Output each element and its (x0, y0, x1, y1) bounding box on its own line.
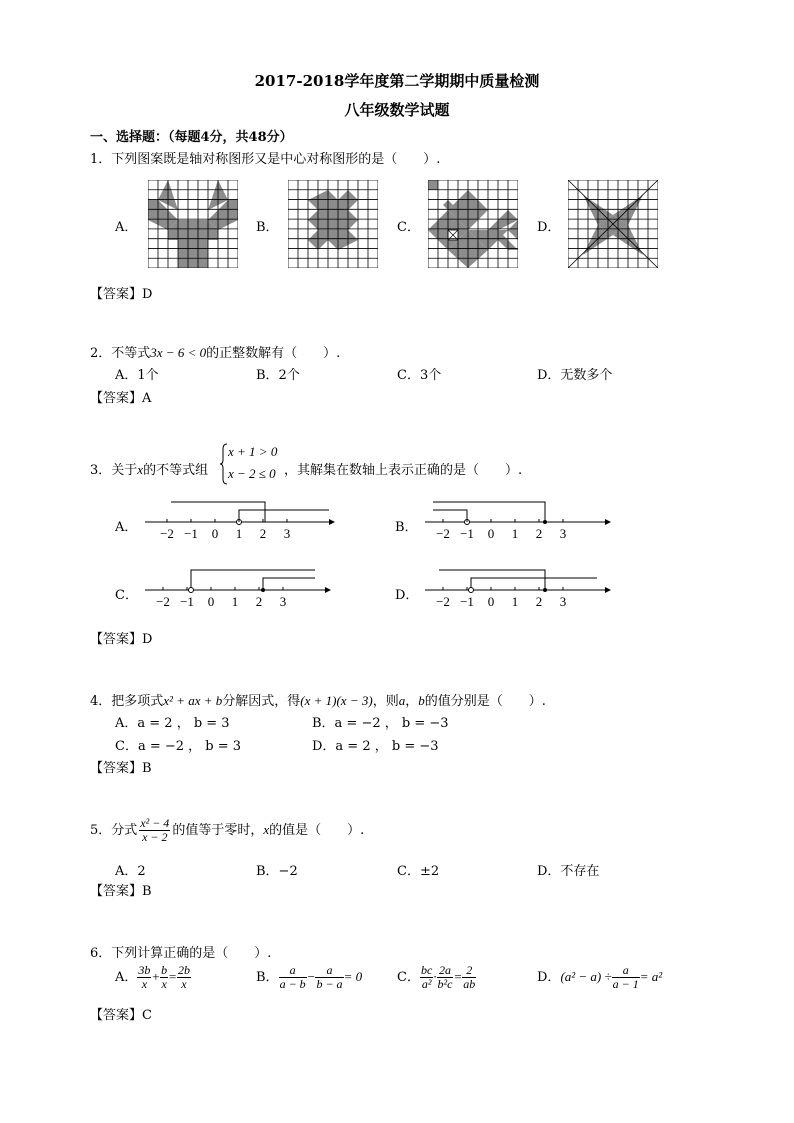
q1-figure-c (428, 180, 518, 268)
q1-answer: 【答案】D (90, 287, 153, 302)
tick-label: −2 (156, 594, 170, 609)
q4-stem: 4．把多项式x² + ax + b分解因式，得(x + 1)(x − 3)，则a，b的值分别是（ ）. (90, 693, 546, 709)
q4-option-d: D．a = 2 ， b = −3 (312, 739, 439, 754)
tick-label: 3 (559, 526, 567, 541)
q1-option-c: C． (397, 220, 420, 235)
tick-label: −1 (184, 526, 198, 541)
q3-number-line-a (145, 496, 335, 544)
q2-option-c: C．3个 (397, 368, 442, 383)
q3-option-d: D． (395, 588, 419, 603)
tick-label: 2 (535, 526, 543, 541)
exam-title: 2017-2018学年度第二学期期中质量检测 (254, 72, 540, 90)
q5-option-b: B．−2 (256, 864, 298, 879)
q4-option-c: C．a = −2 ， b = 3 (115, 739, 242, 754)
q2-answer: 【答案】A (90, 391, 152, 406)
tick-label: −2 (436, 526, 450, 541)
q1-stem: 1．下列图案既是轴对称图形又是中心对称图形的是（ ）. (90, 152, 441, 167)
q6-stem: 6．下列计算正确的是（ ）. (90, 946, 272, 961)
tick-label: 1 (511, 594, 519, 609)
q6-option-c: C． $\frac{bc}{\text{a²}}$ · $\frac{2a}{\text{b²c}}$ = $\frac{2}{ab}$ (397, 963, 476, 991)
q3-answer: 【答案】D (90, 632, 153, 647)
q3-option-b: B． (395, 520, 418, 535)
q3-inequality-1: x + 1 > 0 (228, 444, 278, 459)
q6-option-a: A． $\frac{3b}{x}$ + $\frac{b}{x}$ = $\frac{2b}{x}$ (115, 963, 190, 991)
q6-option-b: B． $\frac{a}{a - b}$ − $\frac{a}{b - a}$ = 0 (256, 963, 363, 991)
q2-option-a: A．1个 (115, 368, 159, 383)
q1-option-b: B． (256, 220, 279, 235)
q3-inequality-2: x − 2 ≤ 0 (228, 466, 276, 481)
tick-label: 0 (487, 526, 495, 541)
tick-label: 2 (259, 526, 267, 541)
tick-label: 3 (559, 594, 567, 609)
q4-option-b: B．a = −2 ， b = −3 (312, 716, 449, 731)
tick-label: 3 (283, 526, 291, 541)
q3-stem-suffix: ，其解集在数轴上表示正确的是（ ）. (284, 463, 523, 478)
q1-option-a: A． (115, 220, 138, 235)
q5-answer: 【答案】B (90, 884, 152, 899)
tick-label: 3 (279, 594, 287, 609)
q6-option-d: D．(a² − a) ÷ $\frac{a}{a - 1}$ = a² (537, 963, 663, 991)
q1-figure-a (148, 180, 238, 268)
q5-stem: 5．分式 $\frac{\text{x² − 4}}{x - 2}$ 的值等于零时，x的值是（ ）. (90, 816, 365, 844)
q3-brace (220, 443, 228, 485)
exam-subtitle: 八年级数学试题 (344, 101, 450, 119)
tick-label: −2 (436, 594, 450, 609)
tick-label: 0 (211, 526, 219, 541)
tick-label: −1 (460, 594, 474, 609)
q1-figure-d (568, 180, 658, 268)
q3-number-line-b (425, 496, 615, 544)
q3-option-a: A． (115, 520, 138, 535)
q1-figure-b (288, 180, 378, 268)
q2-stem: 2．不等式3x − 6 < 0的正整数解有（ ）. (90, 345, 341, 361)
q6-answer: 【答案】C (90, 1008, 152, 1023)
q5-option-d: D．不存在 (537, 864, 600, 879)
q4-option-a: A．a = 2 ， b = 3 (115, 716, 230, 731)
section-heading: 一、选择题：（每题4分，共48分） (90, 130, 293, 145)
tick-label: 1 (511, 526, 519, 541)
tick-label: 1 (235, 526, 243, 541)
tick-label: 0 (487, 594, 495, 609)
q3-number-line-d (425, 564, 615, 612)
q2-option-b: B．2个 (256, 368, 300, 383)
q1-option-d: D． (537, 220, 561, 235)
tick-label: −2 (160, 526, 174, 541)
q5-option-c: C．±2 (397, 864, 440, 879)
q3-option-c: C． (115, 588, 138, 603)
q5-option-a: A．2 (115, 864, 146, 879)
tick-label: −1 (460, 526, 474, 541)
q2-option-d: D．无数多个 (537, 368, 613, 383)
tick-label: −1 (180, 594, 194, 609)
tick-label: 2 (535, 594, 543, 609)
q3-stem-prefix: 3．关于x的不等式组 (90, 462, 209, 478)
tick-label: 0 (207, 594, 215, 609)
q3-number-line-c (145, 564, 335, 612)
q4-answer: 【答案】B (90, 761, 152, 776)
tick-label: 1 (231, 594, 239, 609)
tick-label: 2 (255, 594, 263, 609)
